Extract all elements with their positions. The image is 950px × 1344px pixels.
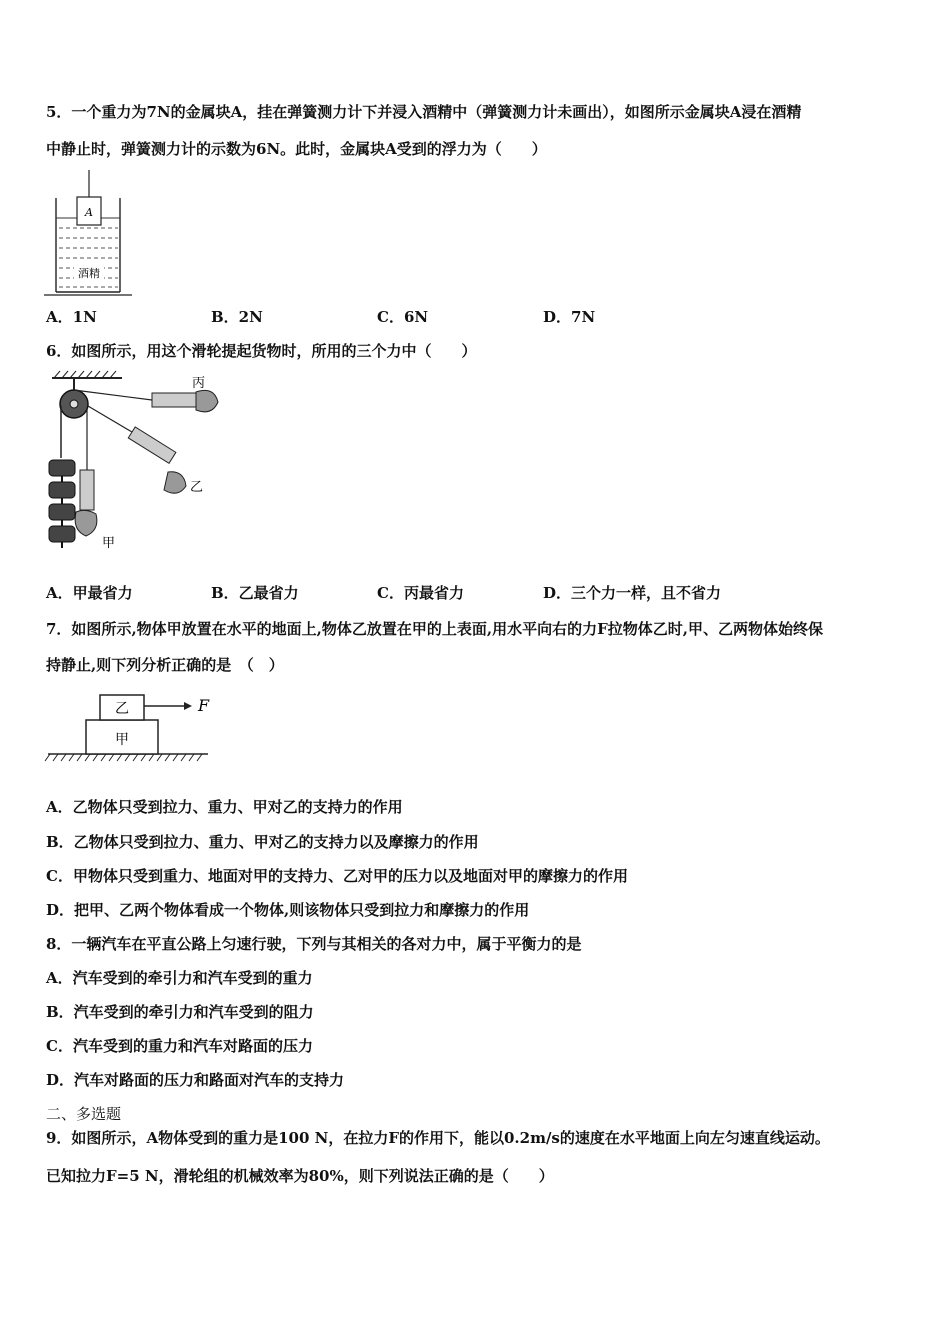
label-yi: 乙: [190, 480, 204, 495]
hand-jia: [75, 510, 97, 536]
q6-option-c[interactable]: C．丙最省力: [377, 584, 464, 602]
q8-option-c[interactable]: C．汽车受到的重力和汽车对路面的压力: [46, 1037, 313, 1055]
q5-stem-line1: 5．一个重力为7N的金属块A，挂在弹簧测力计下并浸入酒精中（弹簧测力计未画出），如图所示金属块A浸在酒精: [46, 103, 802, 121]
ceiling-hatch: [54, 371, 116, 378]
q7-option-d[interactable]: D．把甲、乙两个物体看成一个物体,则该物体只受到拉力和摩擦力的作用: [46, 901, 530, 919]
q6-option-b[interactable]: B．乙最省力: [211, 584, 299, 602]
q9-stem-line2: 已知拉力F=5 N，滑轮组的机械效率为80%，则下列说法正确的是（ ）: [46, 1167, 554, 1185]
q7-option-b[interactable]: B．乙物体只受到拉力、重力、甲对乙的支持力以及摩擦力的作用: [46, 833, 479, 851]
q5-option-d[interactable]: D．7N: [543, 308, 596, 326]
q7-stem-line1: 7．如图所示,物体甲放置在水平的地面上,物体乙放置在甲的上表面,用水平向右的力F拉物体乙时,甲、乙两物体始终保: [46, 620, 823, 638]
label-bing: 丙: [192, 376, 206, 391]
q5-option-b[interactable]: B．2N: [211, 308, 263, 326]
q9-stem-line1: 9．如图所示，A物体受到的重力是100 N，在拉力F的作用下，能以0.2m/s的速度在水平地面上向左匀速直线运动。: [46, 1129, 830, 1147]
rope-yi: [88, 406, 132, 432]
q6-option-d[interactable]: D．三个力一样，且不省力: [543, 584, 722, 602]
q6-option-a[interactable]: A．甲最省力: [46, 584, 133, 602]
q6-stem-line1: 6．如图所示，用这个滑轮提起货物时，所用的三个力中（ ）: [46, 342, 477, 360]
q5-option-c[interactable]: C．6N: [377, 308, 429, 326]
liquid-label: 酒精: [78, 267, 100, 280]
spring-scale-jia: [80, 470, 94, 510]
q7-option-c[interactable]: C．甲物体只受到重力、地面对甲的支持力、乙对甲的压力以及地面对甲的摩擦力的作用: [46, 867, 628, 885]
q6-figure-pulley: [44, 370, 220, 562]
q8-option-b[interactable]: B．汽车受到的牵引力和汽车受到的阻力: [46, 1003, 314, 1021]
q7-figure-blocks: [44, 690, 220, 766]
spring-scale-yi-group: [128, 427, 176, 463]
block-jia-label: 甲: [115, 732, 129, 748]
label-jia: 甲: [102, 536, 116, 551]
q5-stem-line2: 中静止时，弹簧测力计的示数为6N。此时，金属块A受到的浮力为（ ）: [46, 140, 547, 158]
force-label: F: [198, 696, 210, 715]
block-yi-label: 乙: [115, 701, 129, 717]
force-arrow-head: [184, 702, 192, 710]
block-label: A: [85, 206, 93, 219]
q7-option-a[interactable]: A．乙物体只受到拉力、重力、甲对乙的支持力的作用: [46, 798, 403, 816]
q8-option-d[interactable]: D．汽车对路面的压力和路面对汽车的支持力: [46, 1071, 345, 1089]
hand-yi: [164, 472, 186, 493]
section-heading: 二、多选题: [46, 1105, 122, 1123]
spring-scale-yi: [128, 427, 176, 463]
spring-scale-bing: [152, 393, 196, 407]
q8-option-a[interactable]: A．汽车受到的牵引力和汽车受到的重力: [46, 969, 313, 987]
pulley-axle: [70, 400, 78, 408]
ground-hatch: [45, 754, 202, 761]
q7-stem-line2: 持静止,则下列分析正确的是 （ ）: [46, 656, 284, 674]
q8-stem-line1: 8．一辆汽车在平直公路上匀速行驶，下列与其相关的各对力中，属于平衡力的是: [46, 935, 582, 953]
q5-option-a[interactable]: A．1N: [46, 308, 97, 326]
q5-figure-beaker: [44, 170, 134, 298]
hand-bing: [196, 390, 218, 411]
